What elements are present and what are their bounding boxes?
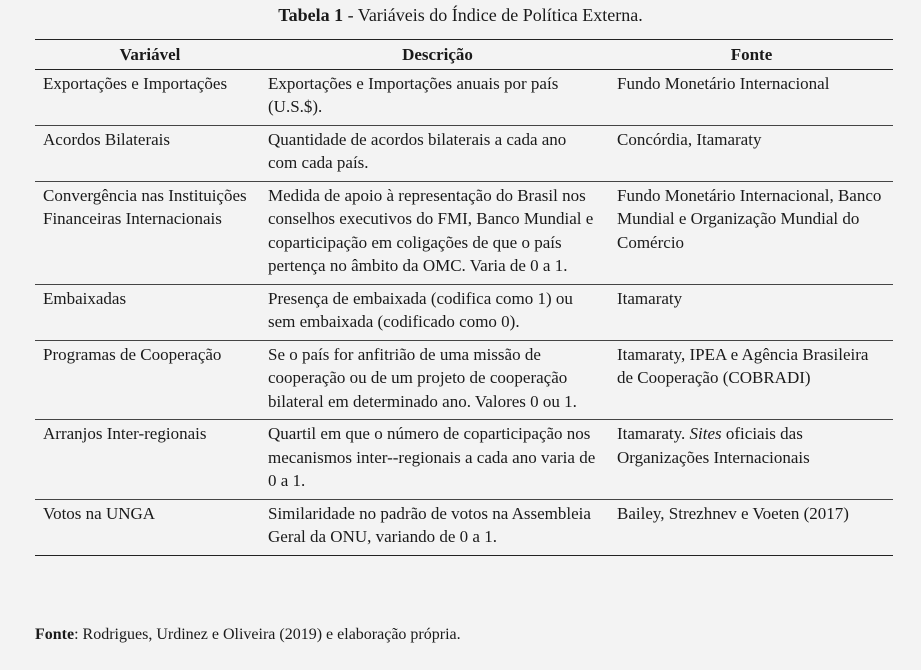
table-row <box>35 340 893 420</box>
cell-description: Presença de embaixada (codifica como 1) ou sem embaixada (codificado como 0). <box>265 284 610 340</box>
header-variable: Variável <box>35 40 265 70</box>
cell-source: Bailey, Strezhnev e Voeten (2017) <box>610 499 893 555</box>
cell-description: Se o país for anfitrião de uma missão de cooperação ou de um projeto de cooperação bilateral em determinado ano. Valores 0 ou 1. <box>265 340 610 420</box>
table-row <box>35 181 893 284</box>
cell-variable: Exportações e Importações <box>35 69 265 125</box>
table-row <box>35 69 893 125</box>
table-row <box>35 125 893 181</box>
header-source: Fonte <box>610 40 893 70</box>
cell-source: Concórdia, Itamaraty <box>610 125 893 181</box>
cell-description: Exportações e Importações anuais por país (U.S.$). <box>265 69 610 125</box>
table-caption-label: Tabela 1 <box>278 5 344 25</box>
table-row <box>35 499 893 555</box>
table-footnote <box>35 625 461 645</box>
cell-source: Itamaraty <box>610 284 893 340</box>
cell-description: Medida de apoio à representação do Brasil nos conselhos executivos do FMI, Banco Mundial e coparticipação em coligações de que o país pertença no âmbito da OMC. Varia de 0 a 1. <box>265 181 610 284</box>
variables-table <box>35 39 893 556</box>
cell-source-prefix: Itamaraty. <box>617 424 690 443</box>
cell-source-suffix: oficiais das Organizações Internacionais <box>617 424 810 467</box>
cell-source: Itamaraty, IPEA e Agência Brasileira de Cooperação (COBRADI) <box>610 340 893 420</box>
cell-description: Similaridade no padrão de votos na Assembleia Geral da ONU, variando de 0 a 1. <box>265 499 610 555</box>
table-row <box>35 420 893 500</box>
cell-source <box>610 420 893 500</box>
cell-variable: Convergência nas Instituições Financeiras Internacionais <box>35 181 265 284</box>
table-caption <box>0 4 921 26</box>
table-row <box>35 284 893 340</box>
table-header-row <box>35 40 893 70</box>
cell-variable: Arranjos Inter-regionais <box>35 420 265 500</box>
cell-variable: Votos na UNGA <box>35 499 265 555</box>
cell-source: Fundo Monetário Internacional <box>610 69 893 125</box>
cell-variable: Embaixadas <box>35 284 265 340</box>
table-caption-text: - Variáveis do Índice de Política Externa. <box>343 5 643 25</box>
cell-description: Quartil em que o número de coparticipação nos mecanismos inter--regionais a cada ano varia de 0 a 1. <box>265 420 610 500</box>
cell-source-italic: Sites <box>689 424 722 443</box>
cell-variable: Programas de Cooperação <box>35 340 265 420</box>
cell-variable: Acordos Bilaterais <box>35 125 265 181</box>
cell-source: Fundo Monetário Internacional, Banco Mundial e Organização Mundial do Comércio <box>610 181 893 284</box>
table-footnote-text: : Rodrigues, Urdinez e Oliveira (2019) e elaboração própria. <box>74 626 461 643</box>
table-footnote-label: Fonte <box>35 626 75 643</box>
cell-description: Quantidade de acordos bilaterais a cada ano com cada país. <box>265 125 610 181</box>
header-description: Descrição <box>265 40 610 70</box>
